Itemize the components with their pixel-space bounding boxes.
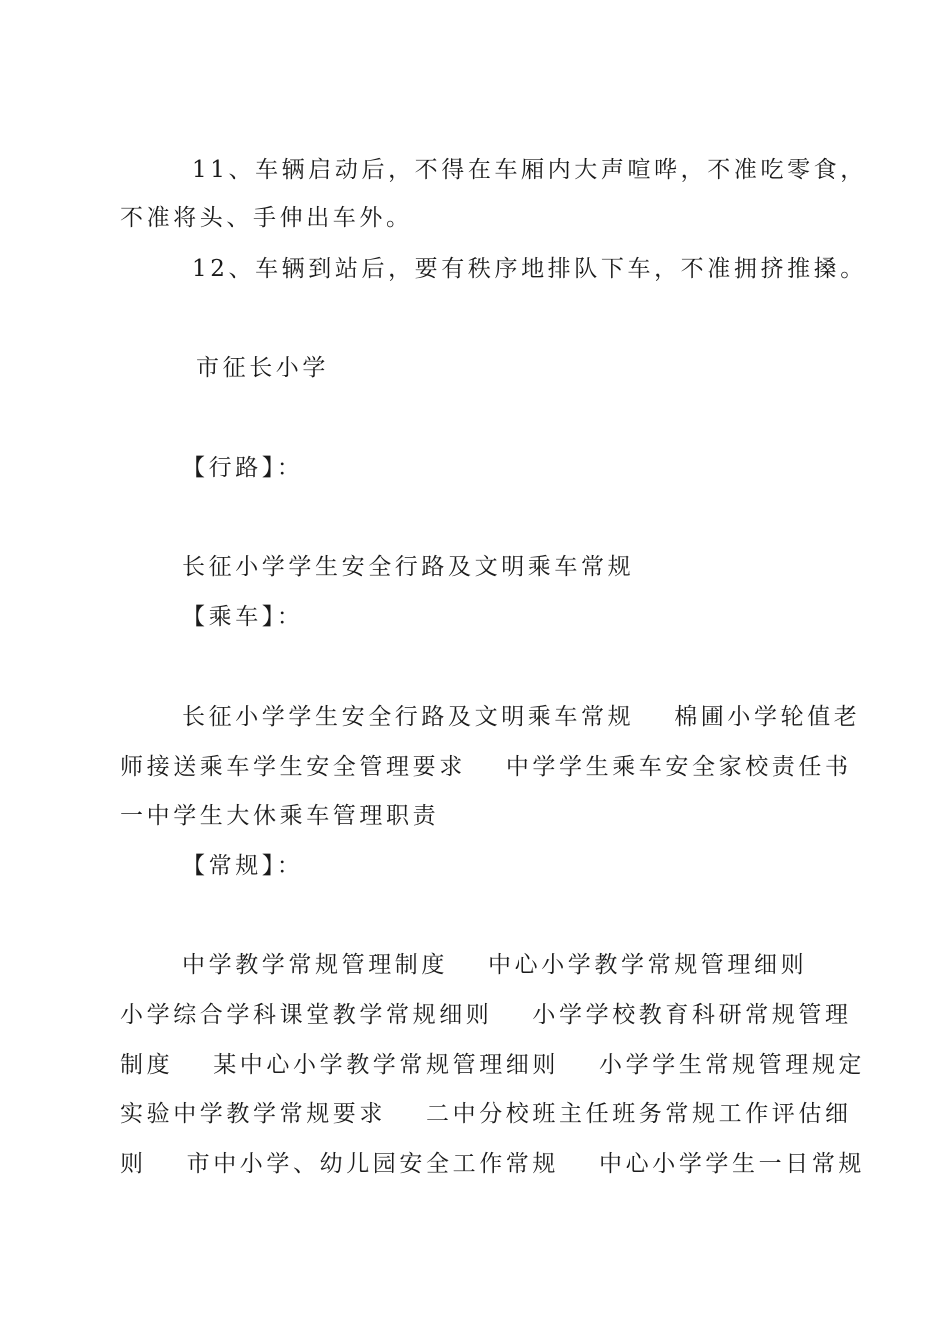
riding-doc-title-3: 中学学生乘车安全家校责任书 [505, 754, 852, 780]
routine-doc-9: 市中小学、幼儿园安全工作常规 [186, 1151, 560, 1177]
routine-doc-2: 中心小学教学常规管理细则 [488, 952, 808, 978]
riding-doc-title-1: 长征小学学生安全行路及文明乘车常规 [182, 704, 635, 730]
routine-doc-3: 小学综合学科课堂教学常规细则 [120, 1002, 493, 1028]
routine-line-2 [120, 1000, 852, 1030]
riding-line-3: 一中学生大休乘车管理职责 [120, 803, 440, 829]
walking-doc-title: 长征小学学生安全行路及文明乘车常规 [182, 554, 635, 580]
section-header-riding: 【乘车】： [182, 604, 304, 630]
rule-11-line2: 不准将头、手伸出车外。 [120, 205, 413, 231]
rule-12: 12、车辆到站后，要有秩序地排队下车，不准拥挤推搡。 [192, 256, 867, 282]
rule-11-line1: 11、车辆启动后，不得在车厢内大声喧哗，不准吃零食， [192, 157, 867, 183]
routine-line-5 [120, 1149, 865, 1179]
routine-doc-10: 中心小学学生一日常规 [599, 1151, 866, 1177]
routine-doc-4-end: 制度 [120, 1052, 174, 1078]
section-header-routine: 【常规】： [182, 853, 304, 879]
routine-doc-8-start: 二中分校班主任班务常规工作评估细 [426, 1101, 852, 1127]
section-header-walking: 【行路】： [182, 455, 304, 481]
routine-doc-7: 实验中学教学常规要求 [120, 1101, 386, 1127]
riding-line-1 [182, 702, 860, 732]
school-name: 市征长小学 [196, 355, 329, 381]
riding-doc-title-2-start: 棉圃小学轮值老 [674, 704, 861, 730]
routine-line-1 [182, 950, 807, 980]
routine-line-3 [120, 1050, 865, 1080]
riding-doc-title-2-end: 师接送乘车学生安全管理要求 [120, 754, 466, 780]
routine-doc-4-start: 小学学校教育科研常规管理 [532, 1002, 852, 1028]
routine-line-4 [120, 1099, 852, 1129]
routine-doc-8-end: 则 [120, 1151, 147, 1177]
routine-doc-6: 小学学生常规管理规定 [599, 1052, 866, 1078]
routine-doc-1: 中学教学常规管理制度 [182, 952, 448, 978]
riding-line-2 [120, 752, 852, 782]
routine-doc-5: 某中心小学教学常规管理细则 [213, 1052, 560, 1078]
